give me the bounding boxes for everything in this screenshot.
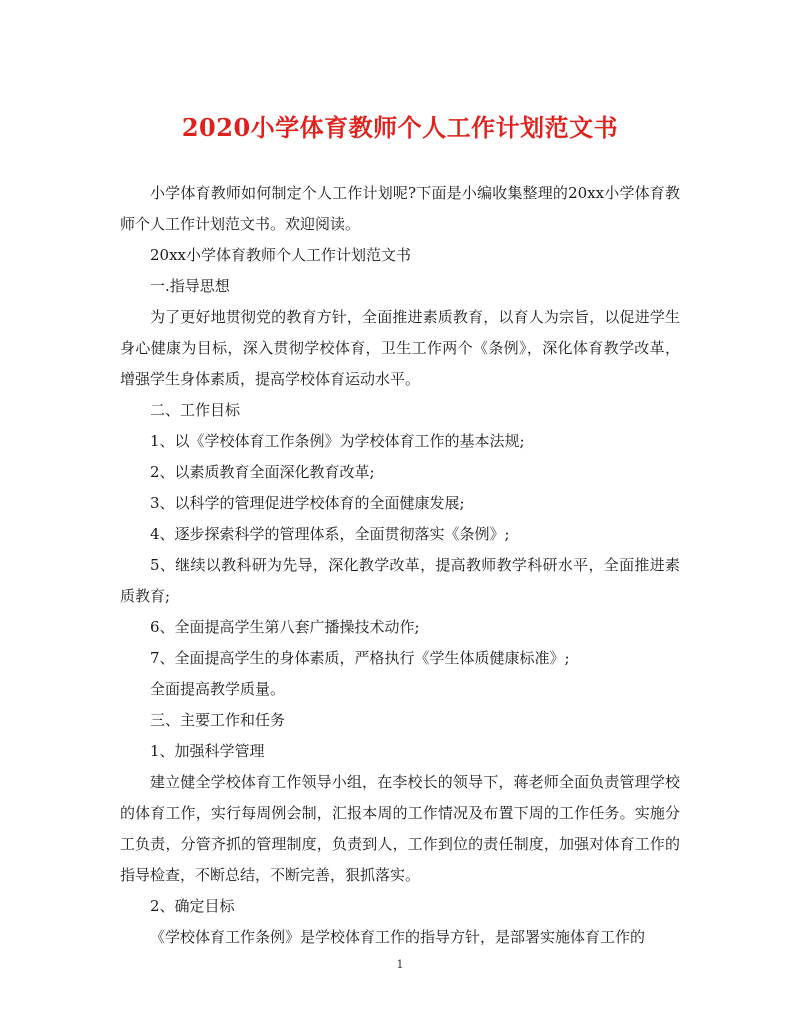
goal-item-5: 5、继续以教科研为先导，深化教学改革，提高教师教学科研水平，全面推进素质教育; [120,556,680,605]
goal-item-4: 4、逐步探索科学的管理体系，全面贯彻落实《条例》; [150,525,510,543]
document-body [120,178,680,953]
goal-summary: 全面提高教学质量。 [150,680,286,698]
paragraph-guiding-ideology: 为了更好地贯彻党的教育方针，全面推进素质教育，以育人为宗旨，以促进学生身心健康为目标，深入贯彻学校体育，卫生工作两个《条例》，深化体育教学改革，增强学生身体素质，提高学校体育运动水平。 [120,308,680,388]
paragraph-task-2: 《学校体育工作条例》是学校体育工作的指导方针，是部署实施体育工作的 [150,928,646,946]
goal-item-3: 3、以科学的管理促进学校体育的全面健康发展; [150,494,465,512]
section-heading-work-goals: 二、工作目标 [150,401,241,419]
goal-item-2: 2、以素质教育全面深化教育改革; [150,463,375,481]
page-number: 1 [396,958,404,971]
section-heading-guiding-ideology: 一.指导思想 [150,277,230,295]
document-title: 2020小学体育教师个人工作计划范文书 [181,113,619,142]
goal-item-6: 6、全面提高学生第八套广播操技术动作; [150,618,420,636]
paragraph-subtitle: 20xx小学体育教师个人工作计划范文书 [150,246,412,264]
section-heading-main-tasks: 三、主要工作和任务 [150,711,286,729]
paragraph-intro: 小学体育教师如何制定个人工作计划呢?下面是小编收集整理的20xx小学体育教师个人工作计划范文书。欢迎阅读。 [120,184,680,233]
task-heading-2: 2、确定目标 [150,897,235,915]
goal-item-1: 1、以《学校体育工作条例》为学校体育工作的基本法规; [150,432,525,450]
paragraph-task-1: 建立健全学校体育工作领导小组，在李校长的领导下，蒋老师全面负责管理学校的体育工作，实行每周例会制，汇报本周的工作情况及布置下周的工作任务。实施分工负责，分管齐抓的管理制度，负责到人，工作到位的责任制度，加强对体育工作的指导检查，不断总结，不断完善，狠抓落实。 [120,773,680,884]
goal-item-7: 7、全面提高学生的身体素质，严格执行《学生体质健康标准》; [150,649,570,667]
task-heading-1: 1、加强科学管理 [150,742,265,760]
